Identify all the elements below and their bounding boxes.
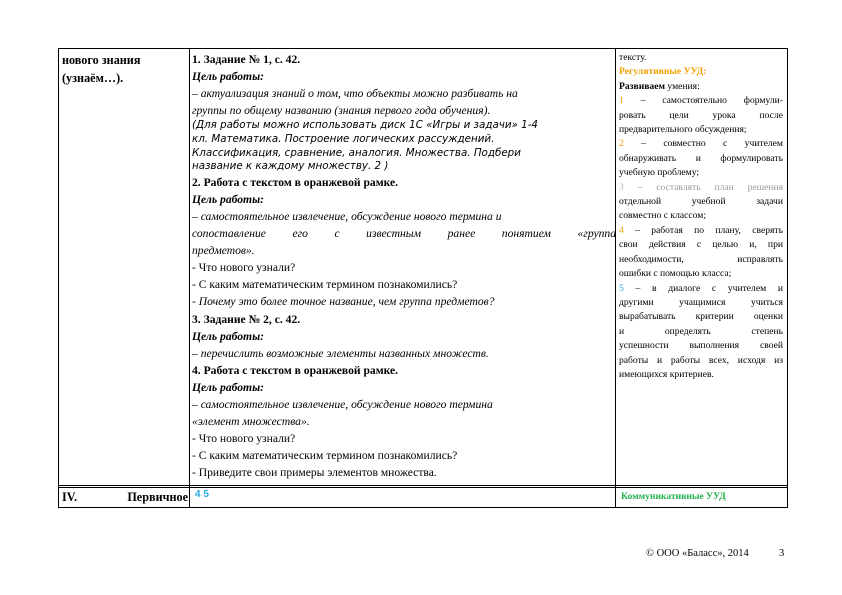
skill-5-line-a xyxy=(619,282,783,296)
task2-goal-label: Цель работы: xyxy=(192,192,264,206)
task1-note-d: название к каждому множеству. 2 ) xyxy=(192,160,389,173)
skill-5-line-b: другими учащимися учиться xyxy=(619,296,783,308)
task1-note-b: кл. Математика. Построение логических рассуждений. xyxy=(192,132,495,145)
skill-4-number: 4 xyxy=(619,224,624,236)
skill-2-text-a: – совместно с учителем xyxy=(623,138,783,150)
next-stage-number: IV. xyxy=(62,490,78,504)
skill-1-line-b: ровать цели урока после xyxy=(619,109,783,121)
develop-rest: умения: xyxy=(665,80,700,92)
question-examples: - Приведите свои примеры элементов множества. xyxy=(192,466,437,480)
table-border-right xyxy=(787,48,788,508)
skill-1-number: 1 xyxy=(619,95,624,107)
next-stage-name: Первичное xyxy=(127,490,188,504)
skill-4-line-c: необходимости, исправлять xyxy=(619,253,783,265)
task3-goal-label: Цель работы: xyxy=(192,329,264,343)
question-what-new: - Что нового узнали? xyxy=(192,261,296,275)
task4-title: 4. Работа с текстом в оранжевой рамке. xyxy=(192,363,399,377)
skill-4-line-b: свои действия с целью и, при xyxy=(619,239,783,251)
question-why: - Почему это более точное название, чем группа предметов? xyxy=(192,295,495,309)
table-border-left xyxy=(58,48,59,508)
skill-5-line-c: вырабатывать критерии оценки xyxy=(619,311,783,323)
develop-label: Развиваем xyxy=(619,80,665,92)
page-number: 3 xyxy=(779,548,785,559)
task4-goal-line-b: «элемент множества». xyxy=(192,415,310,429)
stage-line-2: (узнаём…). xyxy=(62,71,124,85)
task1-goal-line-b: группы по общему названию (знания первого года обучения). xyxy=(192,104,491,118)
skill-5-line-d: и определять степень xyxy=(619,325,783,337)
skill-5-text-a: – в диалоге с учителем и xyxy=(623,282,783,294)
skill-3-line-a xyxy=(619,181,783,195)
communicative-uud-title: Коммуникативные УУД xyxy=(621,491,726,502)
stage-line-1: нового знания xyxy=(62,53,141,67)
row-divider xyxy=(58,485,788,486)
task2-goal-line-a: – самостоятельное извлечение, обсуждение нового термина и xyxy=(192,209,502,223)
task4-goal-line-a: – самостоятельное извлечение, обсуждение нового термина xyxy=(192,397,493,411)
table-border-bottom xyxy=(58,507,788,508)
skill-2-line-a xyxy=(619,137,783,151)
activity-cell xyxy=(192,51,616,481)
skill-2-line-b: обнаруживать и формулировать xyxy=(619,152,783,164)
skill-5-line-f: работы и работы всех, исходя из xyxy=(619,354,783,366)
skill-3-line-c: совместно с классом; xyxy=(619,210,706,222)
skill-2-number: 2 xyxy=(619,138,624,150)
question-which-term: - С каким математическим термином познакомились? xyxy=(192,278,458,292)
skill-5-line-e: успешности выполнения своей xyxy=(619,340,783,352)
column-divider-1 xyxy=(189,48,190,508)
skill-4-line-d: ошибки с помощью класса; xyxy=(619,268,732,280)
uud-cell xyxy=(619,51,783,382)
skill-1-line-a xyxy=(619,94,783,108)
slide-numbers: 4 5 xyxy=(195,489,209,500)
task3-title: 3. Задание № 2, с. 42. xyxy=(192,312,301,326)
lesson-table xyxy=(58,48,788,508)
task1-title: 1. Задание № 1, с. 42. xyxy=(192,53,301,66)
skill-1-text-a: – самостоятельно формули- xyxy=(623,95,783,107)
table-border-top xyxy=(58,48,788,49)
task1-goal-label: Цель работы: xyxy=(192,70,264,84)
copyright: © ООО «Баласс», 2014 xyxy=(646,548,749,559)
regulative-uud-title: Регулятивные УУД: xyxy=(619,66,707,78)
skill-3-number: 3 xyxy=(619,181,624,193)
develop-skills-line xyxy=(619,80,783,94)
uud-line-0: тексту. xyxy=(619,52,647,63)
question-which-term-2: - С каким математическим термином познакомились? xyxy=(192,449,458,463)
stage-cell xyxy=(62,51,188,87)
skill-1-line-c: предварительного обсуждения; xyxy=(619,124,747,136)
skill-4-line-a xyxy=(619,224,783,238)
task1-note-c: Классификация, сравнение, аналогия. Множества. Подбери xyxy=(192,146,521,159)
skill-4-text-a: – работая по плану, сверять xyxy=(623,224,783,236)
skill-3-text-a: – составлять план решения xyxy=(623,181,783,193)
skill-2-line-c: учебную проблему; xyxy=(619,167,700,179)
task1-goal-line-a: – актуализация знаний о том, что объекты можно разбивать на xyxy=(192,87,518,101)
task3-goal: – перечислить возможные элементы названных множеств. xyxy=(192,346,489,360)
task1-note-a: (Для работы можно использовать диск 1С «Игры и задачи» 1-4 xyxy=(192,119,538,132)
skill-5-number: 5 xyxy=(619,282,624,294)
task4-goal-label: Цель работы: xyxy=(192,380,264,394)
row-divider-2 xyxy=(58,487,788,488)
task2-goal-line-c: предметов». xyxy=(192,244,255,258)
task2-goal-line-b: сопоставление его с известным ранее понятием «группа xyxy=(192,227,616,241)
skill-5-line-g: имеющихся критериев. xyxy=(619,368,714,380)
skill-3-line-b: отдельной учебной задачи xyxy=(619,196,783,208)
task2-title: 2. Работа с текстом в оранжевой рамке. xyxy=(192,175,399,189)
next-stage-cell xyxy=(62,490,188,505)
question-what-new-2: - Что нового узнали? xyxy=(192,432,296,446)
